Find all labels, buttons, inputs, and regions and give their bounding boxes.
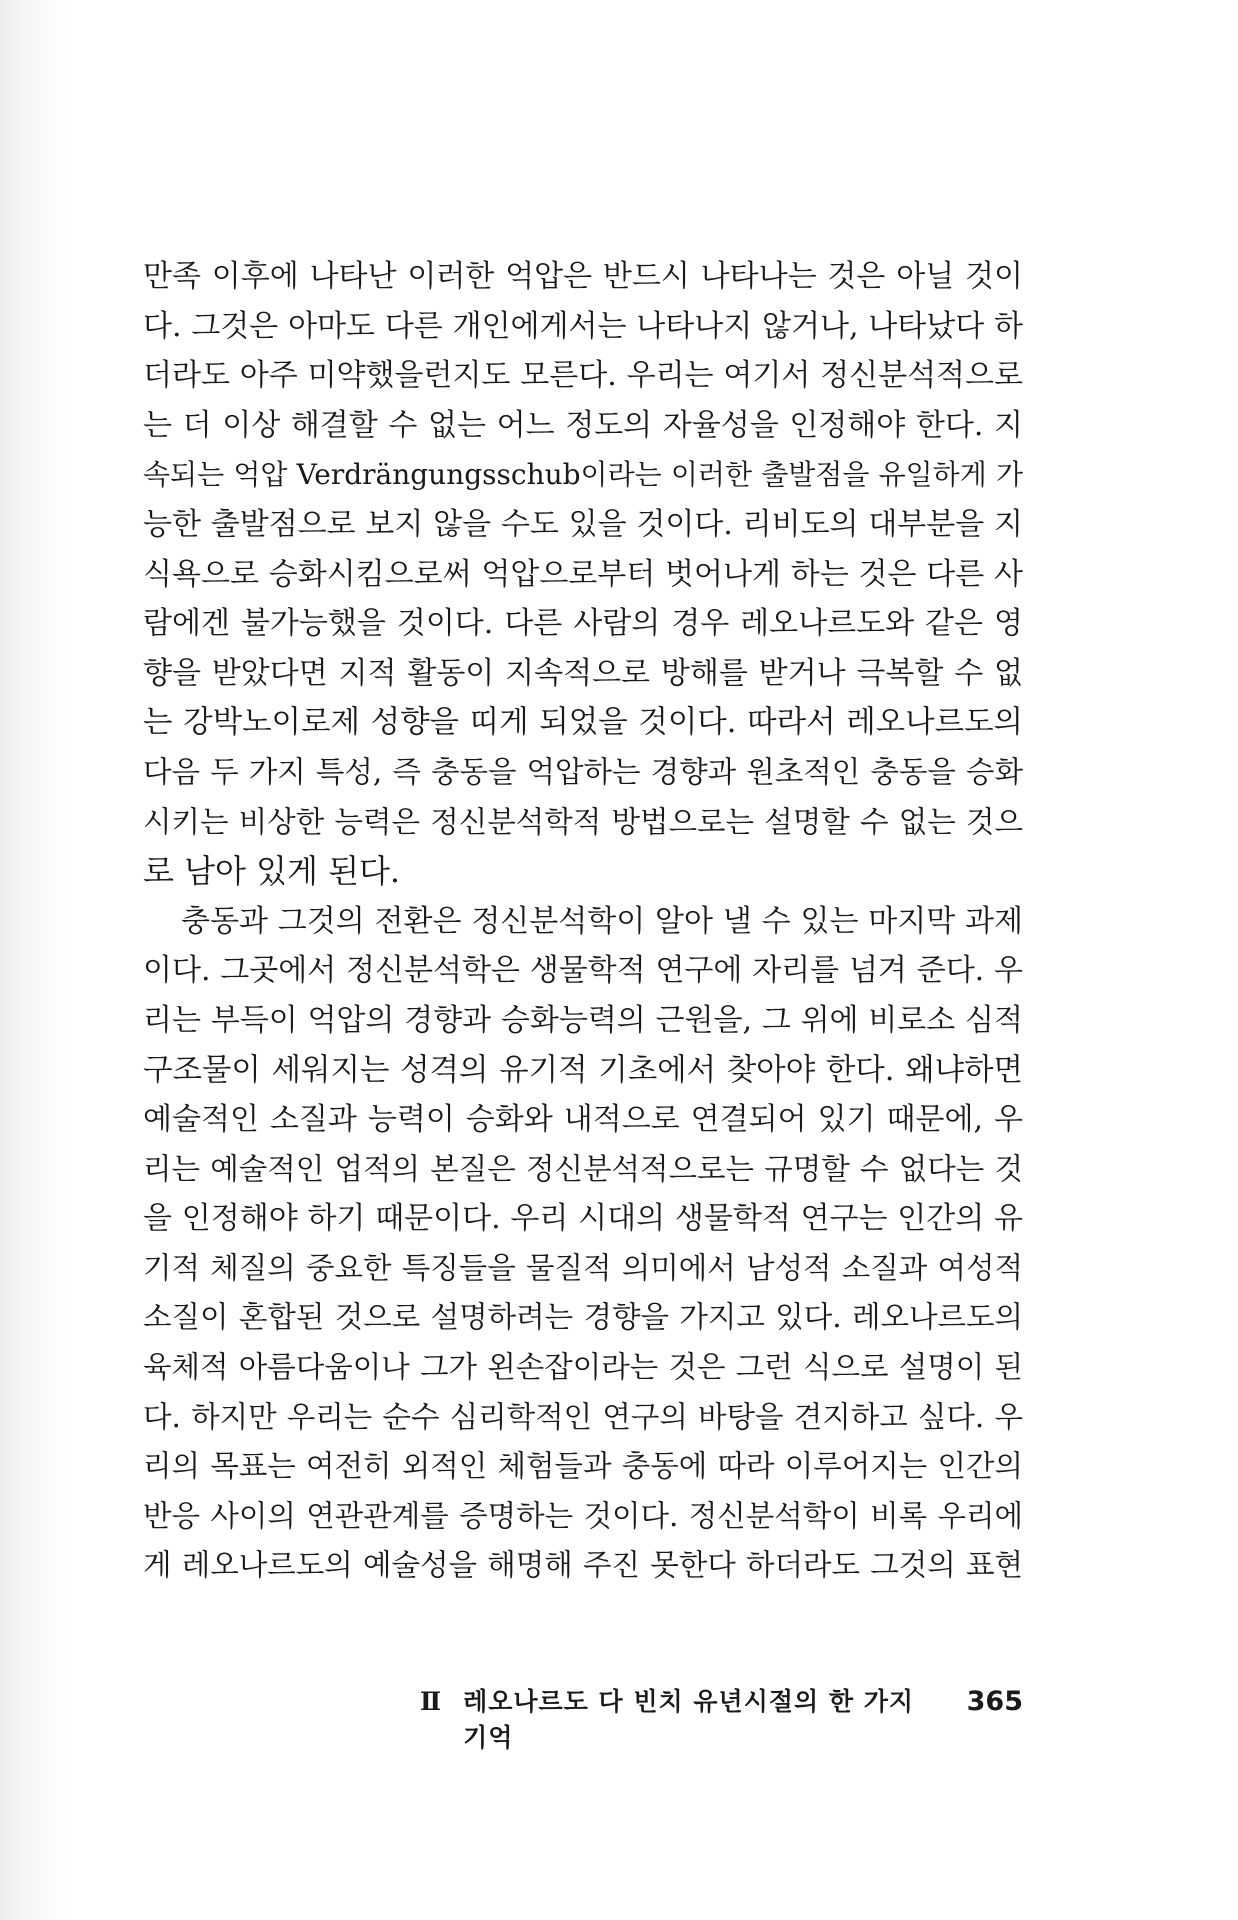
chapter-number: Ⅱ: [420, 1687, 442, 1716]
text-line: 식욕으로 승화시킴으로써 억압으로부터 벗어나게 하는 것은 다른 사: [143, 556, 1023, 592]
text-line: 리는 예술적인 업적의 본질은 정신분석적으로는 규명할 수 없다는 것: [143, 1151, 1023, 1186]
paragraph-2: [143, 897, 1023, 1591]
text-line: 리는 부득이 억압의 경향과 승화능력의 근원을, 그 위에 비로소 심적: [143, 1002, 1023, 1038]
page-number: 365: [966, 1686, 1023, 1717]
text-line: 충동과 그것의 전환은 정신분석학이 알아 낼 수 있는 마지막 과제: [181, 903, 1023, 939]
text-line: 만족 이후에 나타난 이러한 억압은 반드시 나타나는 것은 아닐 것이: [143, 259, 1023, 294]
text-line: 는 더 이상 해결할 수 없는 어느 정도의 자율성을 인정해야 한다. 지: [143, 407, 1023, 443]
text-line: 육체적 아름다움이나 그가 왼손잡이라는 것은 그런 식으로 설명이 된: [143, 1350, 1023, 1385]
text-line: 을 인정해야 하기 때문이다. 우리 시대의 생물학적 연구는 인간의 유: [143, 1201, 1023, 1237]
paragraph-1: [143, 252, 1023, 897]
text-line: 향을 받았다면 지적 활동이 지속적으로 방해를 받거나 극복할 수 없: [143, 655, 1023, 691]
text-line: 게 레오나르도의 예술성을 해명해 주진 못한다 하더라도 그것의 표현: [143, 1548, 1023, 1583]
text-line: 반응 사이의 연관관계를 증명하는 것이다. 정신분석학이 비록 우리에: [143, 1498, 1023, 1533]
text-line: 로 남아 있게 된다.: [143, 852, 401, 891]
text-line: 구조물이 세워지는 성격의 유기적 기초에서 찾아야 한다. 왜냐하면: [143, 1052, 1023, 1088]
text-line: 리의 목표는 여전히 외적인 체험들과 충동에 따라 이루어지는 인간의: [143, 1449, 1023, 1484]
text-line: 더라도 아주 미약했을런지도 모른다. 우리는 여기서 정신분석적으로: [143, 358, 1023, 394]
running-footer: [420, 1682, 1023, 1754]
text-line: 시키는 비상한 능력은 정신분석학적 방법으로는 설명할 수 없는 것으: [143, 804, 1023, 839]
text-line: 람에겐 불가능했을 것이다. 다른 사람의 경우 레오나르도와 같은 영: [143, 606, 1023, 642]
text-line: 기적 체질의 중요한 특징들을 물질적 의미에서 남성적 소질과 여성적: [143, 1250, 1023, 1285]
text-line: 다음 두 가지 특성, 즉 충동을 억압하는 경향과 원초적인 충동을 승화: [143, 754, 1023, 789]
text-line: 속되는 억압 Verdrängungsschub이라는 이러한 출발점을 유일하게 가: [143, 458, 1023, 492]
text-line: 다. 그것은 아마도 다른 개인에게서는 나타나지 않거나, 나타났다 하: [143, 308, 1023, 344]
chapter-title: 레오나르도 다 빈치 유년시절의 한 가지 기억: [463, 1687, 914, 1752]
text-line: 예술적인 소질과 능력이 승화와 내적으로 연결되어 있기 때문에, 우: [143, 1102, 1023, 1138]
text-line: 소질이 혼합된 것으로 설명하려는 경향을 가지고 있다. 레오나르도의: [143, 1300, 1023, 1335]
text-line: 능한 출발점으로 보지 않을 수도 있을 것이다. 리비도의 대부분을 지: [143, 506, 1023, 542]
text-line: 다. 하지만 우리는 순수 심리학적인 연구의 바탕을 견지하고 싶다. 우: [143, 1399, 1023, 1434]
page-gutter-shadow: [0, 0, 70, 1920]
text-line: 이다. 그곳에서 정신분석학은 생물학적 연구에 자리를 넘겨 준다. 우: [143, 953, 1023, 989]
body-text: [143, 252, 1023, 1591]
text-line: 는 강박노이로제 성향을 띠게 되었을 것이다. 따라서 레오나르도의: [143, 705, 1023, 741]
